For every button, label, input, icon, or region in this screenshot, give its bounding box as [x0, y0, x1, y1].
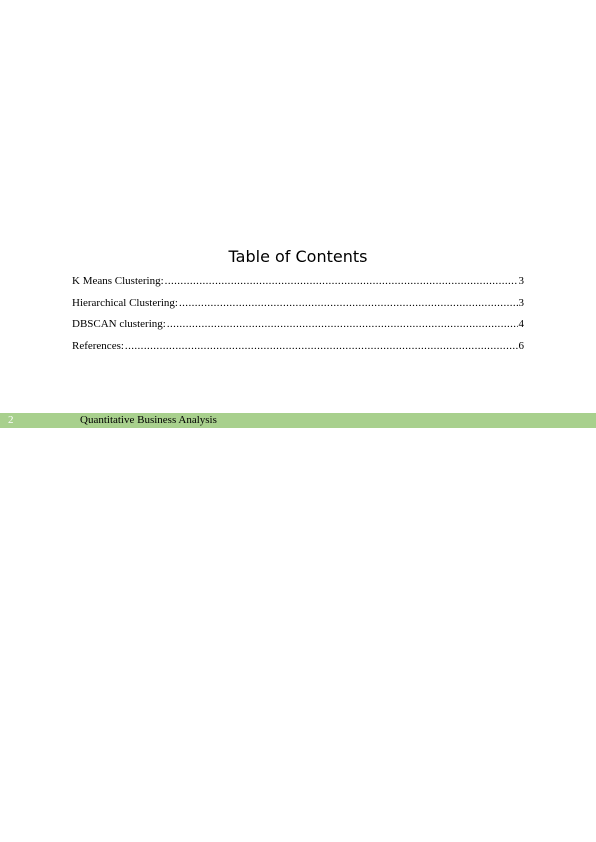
footer-bar [0, 413, 596, 428]
toc-dot-leader [167, 317, 518, 331]
toc-entry-label: DBSCAN clustering: [72, 318, 166, 330]
toc-dot-leader [125, 339, 518, 353]
toc-entry-page: 6 [518, 339, 524, 352]
toc-entry-label: References: [72, 339, 124, 352]
toc-dot-leader [165, 274, 518, 288]
toc-entry-label: K Means Clustering: [72, 275, 164, 287]
footer-page-number: 2 [8, 414, 14, 426]
toc-entry-page: 4 [518, 318, 524, 330]
toc-entry-hierarchical[interactable] [72, 296, 524, 318]
toc-dot-leader [179, 296, 518, 310]
toc-entry-dbscan[interactable] [72, 317, 524, 339]
footer-document-title: Quantitative Business Analysis [80, 414, 217, 426]
toc-title: Table of Contents [228, 247, 368, 266]
toc-entry-references[interactable] [72, 339, 524, 361]
toc-list [72, 274, 524, 360]
toc-entry-k-means[interactable] [72, 274, 524, 296]
toc-entry-page: 3 [518, 296, 524, 309]
toc-entry-page: 3 [518, 275, 524, 287]
toc-entry-label: Hierarchical Clustering: [72, 296, 178, 309]
